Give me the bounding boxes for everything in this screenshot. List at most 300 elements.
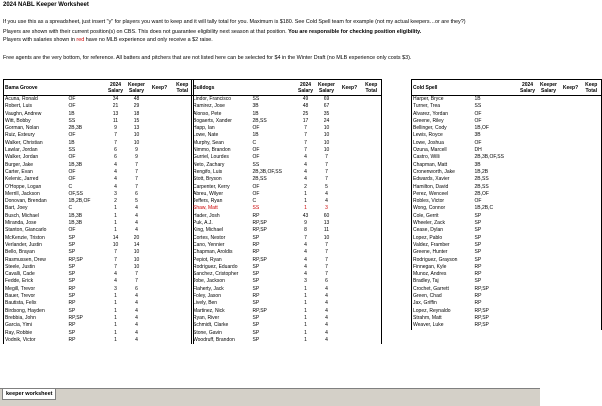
player-row	[4, 132, 194, 139]
player-row	[192, 308, 382, 315]
intro-line-1: If you use this as a spreadsheet, just insert "y" for players you want to keep and it will tally total for you. Maximum is $180. See Cold Spell team for example (not my actual keepers…or are they?)	[3, 19, 466, 25]
keep-input-cell[interactable]	[560, 220, 582, 227]
player-position: 1B,3B	[68, 161, 83, 168]
keep-input-cell[interactable]	[560, 278, 582, 285]
sheet-tab-bar	[0, 388, 540, 406]
total-header: Keep Total	[582, 80, 602, 96]
player-name: Lindor, Francisco	[192, 96, 252, 104]
keep-input-cell[interactable]	[338, 322, 362, 329]
keep-input-cell[interactable]	[148, 169, 172, 176]
keep-input-cell[interactable]	[148, 278, 172, 285]
keeper-salary	[538, 213, 560, 220]
keep-input-cell[interactable]	[338, 337, 362, 344]
player-name: Bellinger, Cody	[412, 125, 474, 132]
player-position: 3B	[252, 103, 259, 110]
keep-total-cell	[582, 264, 602, 271]
keep-input-cell[interactable]	[338, 154, 362, 161]
player-row	[192, 162, 382, 169]
keeper-salary: 4	[135, 329, 138, 336]
player-name: Cavalli, Cade	[4, 271, 68, 278]
keep-input-cell[interactable]	[560, 154, 582, 161]
player-name: Lawlar, Jordan	[4, 147, 68, 154]
player-row	[192, 205, 382, 212]
header-row	[192, 80, 382, 96]
current-salary	[518, 103, 538, 110]
keep-input-cell[interactable]	[148, 330, 172, 337]
keeper-salary: 7	[135, 278, 138, 285]
keeper-salary	[538, 103, 560, 110]
keep-input-cell[interactable]	[560, 162, 582, 169]
keep-input-cell[interactable]	[148, 96, 172, 104]
keeper-salary: 4	[135, 314, 138, 321]
keeper-salary: 10	[133, 249, 140, 256]
keep-input-cell[interactable]	[148, 162, 172, 169]
keep-total-cell	[362, 118, 382, 125]
keep-total-cell	[362, 176, 382, 183]
keep-input-cell[interactable]	[338, 191, 362, 198]
current-salary: 48	[302, 103, 309, 110]
current-salary: 34	[112, 96, 119, 102]
keeper-salary: 20	[133, 234, 140, 241]
current-salary: 3	[114, 190, 117, 197]
player-row	[4, 118, 194, 125]
player-position: OF	[252, 147, 260, 154]
player-row	[192, 300, 382, 307]
current-salary	[518, 300, 538, 307]
player-position: SP	[68, 293, 76, 300]
keep-input-cell[interactable]	[338, 111, 362, 118]
player-name: Ryan, River	[192, 315, 252, 322]
keep-input-cell[interactable]	[148, 111, 172, 118]
keep-input-cell[interactable]	[148, 227, 172, 234]
player-row	[412, 264, 602, 271]
keeper-salary: 6	[135, 285, 138, 292]
keep-input-cell[interactable]	[148, 286, 172, 293]
keep-input-cell[interactable]	[560, 118, 582, 125]
player-position: RP	[474, 293, 482, 300]
current-salary	[518, 191, 538, 198]
keep-input-cell[interactable]	[148, 147, 172, 154]
player-position: SP	[474, 227, 482, 234]
player-position: 2B,3B,OF,SS	[252, 168, 282, 175]
keeper-salary: 6	[325, 278, 328, 285]
keep-input-cell[interactable]	[148, 176, 172, 183]
keep-input-cell[interactable]	[148, 103, 172, 110]
player-name: Burger, Jake	[4, 162, 68, 169]
keep-input-cell[interactable]	[338, 132, 362, 139]
player-name: Rodriguez, Eduardo	[192, 264, 252, 271]
keep-input-cell[interactable]	[148, 213, 172, 220]
current-salary	[518, 132, 538, 139]
player-name: King, Michael	[192, 227, 252, 234]
player-position: 1B	[68, 110, 75, 117]
keeper-salary	[538, 198, 560, 205]
player-row	[412, 271, 602, 278]
keep-input-cell[interactable]	[338, 184, 362, 191]
team-table-cold-spell	[411, 79, 602, 330]
keep-input-cell[interactable]	[148, 249, 172, 256]
player-row	[412, 213, 602, 220]
player-name: Cole, Gerrit	[412, 213, 474, 220]
keep-input-cell[interactable]	[338, 330, 362, 337]
player-position: SP	[474, 278, 482, 285]
keeper-salary: 15	[133, 117, 140, 124]
keep-input-cell[interactable]	[560, 242, 582, 249]
player-row	[412, 111, 602, 118]
keeper-salary: 10	[323, 125, 330, 132]
keeper-salary	[538, 140, 560, 147]
player-name: Steele, Justin	[4, 264, 68, 271]
player-position: OF	[68, 96, 76, 102]
player-name: Vodnik, Victor	[4, 337, 68, 344]
current-salary: 1	[304, 336, 307, 343]
player-name: Valdez, Framber	[412, 242, 474, 249]
player-row	[412, 315, 602, 322]
player-name: Stott, Bryson	[192, 176, 252, 183]
player-position: OF	[68, 132, 76, 139]
keep-input-cell[interactable]	[560, 96, 582, 104]
keep-input-cell[interactable]	[560, 315, 582, 322]
keep-header: Keep?	[560, 80, 582, 96]
salary-header: 2024 Salary	[106, 80, 126, 96]
current-salary: 4	[114, 176, 117, 183]
player-position: RP	[474, 263, 482, 270]
keep-total-cell	[582, 271, 602, 278]
keep-total-cell	[362, 235, 382, 242]
player-row	[4, 249, 194, 256]
keep-input-cell[interactable]	[338, 278, 362, 285]
keep-input-cell[interactable]	[338, 176, 362, 183]
keeper-salary: 10	[323, 132, 330, 139]
player-row	[4, 147, 194, 154]
player-row	[4, 286, 194, 293]
keep-total-cell	[582, 176, 602, 183]
keep-input-cell[interactable]	[560, 322, 582, 329]
player-row	[4, 191, 194, 198]
keep-total-cell	[582, 257, 602, 264]
player-position: SP	[68, 263, 76, 270]
keep-total-cell	[362, 184, 382, 191]
current-salary: 4	[114, 278, 117, 285]
keep-input-cell[interactable]	[560, 235, 582, 242]
player-position: SS	[252, 96, 260, 102]
player-name: Birdsong, Hayden	[4, 308, 68, 315]
salary-header: 2024 Salary	[296, 80, 316, 96]
player-position: RP	[474, 271, 482, 278]
keep-input-cell[interactable]	[148, 315, 172, 322]
keeper-salary	[538, 249, 560, 256]
keep-input-cell[interactable]	[148, 337, 172, 344]
current-salary: 7	[304, 132, 307, 139]
keeper-salary: 7	[135, 176, 138, 183]
player-position: SP	[252, 278, 260, 285]
keep-total-cell	[582, 147, 602, 154]
keep-input-cell[interactable]	[338, 96, 362, 104]
keep-input-cell[interactable]	[148, 132, 172, 139]
keep-input-cell[interactable]	[338, 169, 362, 176]
keep-input-cell[interactable]	[560, 249, 582, 256]
player-position: SS	[68, 147, 76, 154]
player-row	[4, 330, 194, 337]
player-row	[4, 293, 194, 300]
keeper-salary: 14	[133, 241, 140, 248]
keep-input-cell[interactable]	[338, 308, 362, 315]
keep-input-cell[interactable]	[338, 227, 362, 234]
player-row	[412, 293, 602, 300]
keeper-salary: 4	[325, 285, 328, 292]
player-position: 2B,OF	[474, 190, 489, 197]
keep-input-cell[interactable]	[560, 293, 582, 300]
player-row	[192, 337, 382, 344]
keep-input-cell[interactable]	[560, 184, 582, 191]
keep-input-cell[interactable]	[560, 140, 582, 147]
player-name: Lopez, Reynaldo	[412, 308, 474, 315]
keep-input-cell[interactable]	[148, 154, 172, 161]
keeper-salary: 7	[325, 176, 328, 183]
keep-input-cell[interactable]	[148, 257, 172, 264]
player-name: Weaver, Luke	[412, 322, 474, 329]
player-name: Chapman, Aroldis	[192, 249, 252, 256]
player-row	[192, 220, 382, 227]
keeper-salary	[538, 286, 560, 293]
player-row	[192, 235, 382, 242]
keep-input-cell[interactable]	[148, 300, 172, 307]
keep-input-cell[interactable]	[560, 147, 582, 154]
keep-input-cell[interactable]	[560, 264, 582, 271]
keep-input-cell[interactable]	[560, 103, 582, 110]
current-salary: 14	[112, 234, 119, 241]
keep-total-cell	[582, 140, 602, 147]
player-name: Neto, Zachary	[192, 162, 252, 169]
keep-header: Keep?	[148, 80, 172, 96]
keep-input-cell[interactable]	[560, 191, 582, 198]
player-position: RP	[68, 336, 76, 343]
keep-input-cell[interactable]	[148, 198, 172, 205]
keeper-salary-header: Keeper Salary	[126, 80, 148, 96]
keep-input-cell[interactable]	[148, 191, 172, 198]
keep-input-cell[interactable]	[338, 249, 362, 256]
keep-input-cell[interactable]	[148, 184, 172, 191]
keep-input-cell[interactable]	[338, 205, 362, 212]
keeper-salary: 7	[325, 241, 328, 248]
keep-input-cell[interactable]	[338, 147, 362, 154]
player-name: Bauer, Trevor	[4, 293, 68, 300]
player-row	[412, 125, 602, 132]
keep-input-cell[interactable]	[338, 271, 362, 278]
keep-input-cell[interactable]	[338, 125, 362, 132]
keep-input-cell[interactable]	[560, 271, 582, 278]
keep-input-cell[interactable]	[560, 125, 582, 132]
current-salary	[518, 257, 538, 264]
player-name: Rasmussen, Drew	[4, 257, 68, 264]
keep-input-cell[interactable]	[560, 205, 582, 212]
keep-input-cell[interactable]	[560, 111, 582, 118]
player-name: Jobe, Jackson	[192, 278, 252, 285]
current-salary: 4	[114, 271, 117, 278]
current-salary: 3	[304, 278, 307, 285]
keep-input-cell[interactable]	[338, 220, 362, 227]
player-position: 2B,SS	[252, 176, 267, 183]
keep-input-cell[interactable]	[560, 308, 582, 315]
keep-input-cell[interactable]	[148, 308, 172, 315]
keep-total-cell	[362, 220, 382, 227]
player-position: 1B,2B,C	[474, 205, 494, 212]
player-name: Kelenic, Jarred	[4, 176, 68, 183]
player-position: SS	[252, 205, 260, 212]
team-name: Cold Spell	[412, 80, 474, 96]
player-position: RP,SP	[68, 314, 83, 321]
keep-total-cell	[362, 132, 382, 139]
player-row	[4, 271, 194, 278]
keep-input-cell[interactable]	[560, 132, 582, 139]
keep-input-cell[interactable]	[148, 293, 172, 300]
player-row	[192, 322, 382, 329]
keeper-salary: 4	[325, 300, 328, 307]
keep-total-cell	[362, 308, 382, 315]
keeper-salary	[538, 176, 560, 183]
keep-input-cell[interactable]	[148, 235, 172, 242]
player-name: Cronenworth, Jake	[412, 169, 474, 176]
player-row	[4, 125, 194, 132]
player-row	[192, 184, 382, 191]
player-position: RP,SP	[252, 256, 267, 263]
player-row	[412, 132, 602, 139]
keep-input-cell[interactable]	[560, 286, 582, 293]
player-name: Walker, Jordan	[4, 154, 68, 161]
keep-total-cell	[362, 154, 382, 161]
player-row	[4, 308, 194, 315]
keeper-salary: 6	[135, 190, 138, 197]
player-name: O'Hoppe, Logan	[4, 184, 68, 191]
keep-input-cell[interactable]	[338, 257, 362, 264]
keep-input-cell[interactable]	[338, 315, 362, 322]
keep-input-cell[interactable]	[148, 322, 172, 329]
keep-input-cell[interactable]	[338, 242, 362, 249]
keep-input-cell[interactable]	[338, 264, 362, 271]
player-row	[192, 140, 382, 147]
current-salary: 4	[114, 161, 117, 168]
keeper-salary: 9	[135, 154, 138, 161]
player-row	[192, 176, 382, 183]
player-row	[4, 278, 194, 285]
player-row	[412, 96, 602, 104]
keep-input-cell[interactable]	[560, 176, 582, 183]
keep-input-cell[interactable]	[148, 220, 172, 227]
keeper-salary: 7	[325, 249, 328, 256]
player-name: Ray, Robbie	[4, 330, 68, 337]
player-position: 1B	[252, 132, 259, 139]
player-row	[4, 315, 194, 322]
keeper-salary: 69	[323, 96, 330, 102]
salary-header: 2024 Salary	[518, 80, 538, 96]
keep-input-cell[interactable]	[560, 198, 582, 205]
keep-input-cell[interactable]	[338, 300, 362, 307]
player-position: SP	[68, 329, 76, 336]
keep-input-cell[interactable]	[338, 140, 362, 147]
keep-input-cell[interactable]	[338, 198, 362, 205]
player-position: OF	[474, 110, 482, 117]
keeper-salary: 67	[323, 103, 330, 110]
keeper-salary	[538, 205, 560, 212]
current-salary: 1	[114, 227, 117, 234]
player-position: 1B,3B	[68, 220, 83, 227]
sheet-tab-keeper-worksheet[interactable]: keeper worksheet	[2, 389, 56, 400]
keep-input-cell[interactable]	[148, 118, 172, 125]
current-salary: 1	[304, 322, 307, 329]
keep-total-cell	[582, 154, 602, 161]
keep-input-cell[interactable]	[148, 242, 172, 249]
player-position: C	[68, 183, 73, 190]
keep-input-cell[interactable]	[338, 162, 362, 169]
player-position: OF	[252, 190, 260, 197]
keeper-salary: 7	[325, 256, 328, 263]
current-salary	[518, 111, 538, 118]
player-row	[4, 322, 194, 329]
player-position: DH	[474, 147, 482, 154]
player-name: Harper, Bryce	[412, 96, 474, 104]
keep-input-cell[interactable]	[148, 125, 172, 132]
player-position: SP	[252, 234, 260, 241]
keep-input-cell[interactable]	[148, 205, 172, 212]
player-name: Sanchez, Cristopher	[192, 271, 252, 278]
keep-total-cell	[362, 264, 382, 271]
keep-total-cell	[362, 162, 382, 169]
player-row	[412, 300, 602, 307]
keep-total-cell	[362, 205, 382, 212]
player-row	[412, 169, 602, 176]
keeper-salary: 4	[325, 322, 328, 329]
keep-total-cell	[582, 315, 602, 322]
player-row	[4, 213, 194, 220]
keep-input-cell[interactable]	[148, 264, 172, 271]
player-position: RP	[252, 241, 260, 248]
keep-input-cell[interactable]	[560, 169, 582, 176]
keep-input-cell[interactable]	[338, 235, 362, 242]
keep-input-cell[interactable]	[338, 286, 362, 293]
player-name: Jax, Griffin	[412, 300, 474, 307]
player-row	[192, 293, 382, 300]
keep-input-cell[interactable]	[560, 257, 582, 264]
player-name: Megill, Trevor	[4, 286, 68, 293]
current-salary: 7	[114, 139, 117, 146]
keep-total-cell	[362, 169, 382, 176]
keep-input-cell[interactable]	[338, 103, 362, 110]
keep-input-cell[interactable]	[148, 140, 172, 147]
keep-input-cell[interactable]	[148, 271, 172, 278]
player-position: SP	[252, 336, 260, 343]
keep-total-cell	[362, 213, 382, 220]
current-salary	[518, 125, 538, 132]
player-name: Murphy, Sean	[192, 140, 252, 147]
player-position: 2B,SS	[474, 183, 489, 190]
player-name: Lively, Ben	[192, 300, 252, 307]
current-salary: 25	[302, 110, 309, 117]
keep-total-cell	[362, 198, 382, 205]
player-position: OF	[474, 198, 482, 205]
current-salary: 7	[114, 256, 117, 263]
player-row	[192, 315, 382, 322]
keep-input-cell[interactable]	[560, 300, 582, 307]
player-row	[412, 308, 602, 315]
keep-input-cell[interactable]	[560, 227, 582, 234]
keep-input-cell[interactable]	[338, 213, 362, 220]
keep-input-cell[interactable]	[560, 213, 582, 220]
keep-input-cell[interactable]	[338, 293, 362, 300]
current-salary: 1	[304, 329, 307, 336]
keeper-salary	[538, 147, 560, 154]
player-position: SP	[252, 322, 260, 329]
keep-input-cell[interactable]	[338, 118, 362, 125]
